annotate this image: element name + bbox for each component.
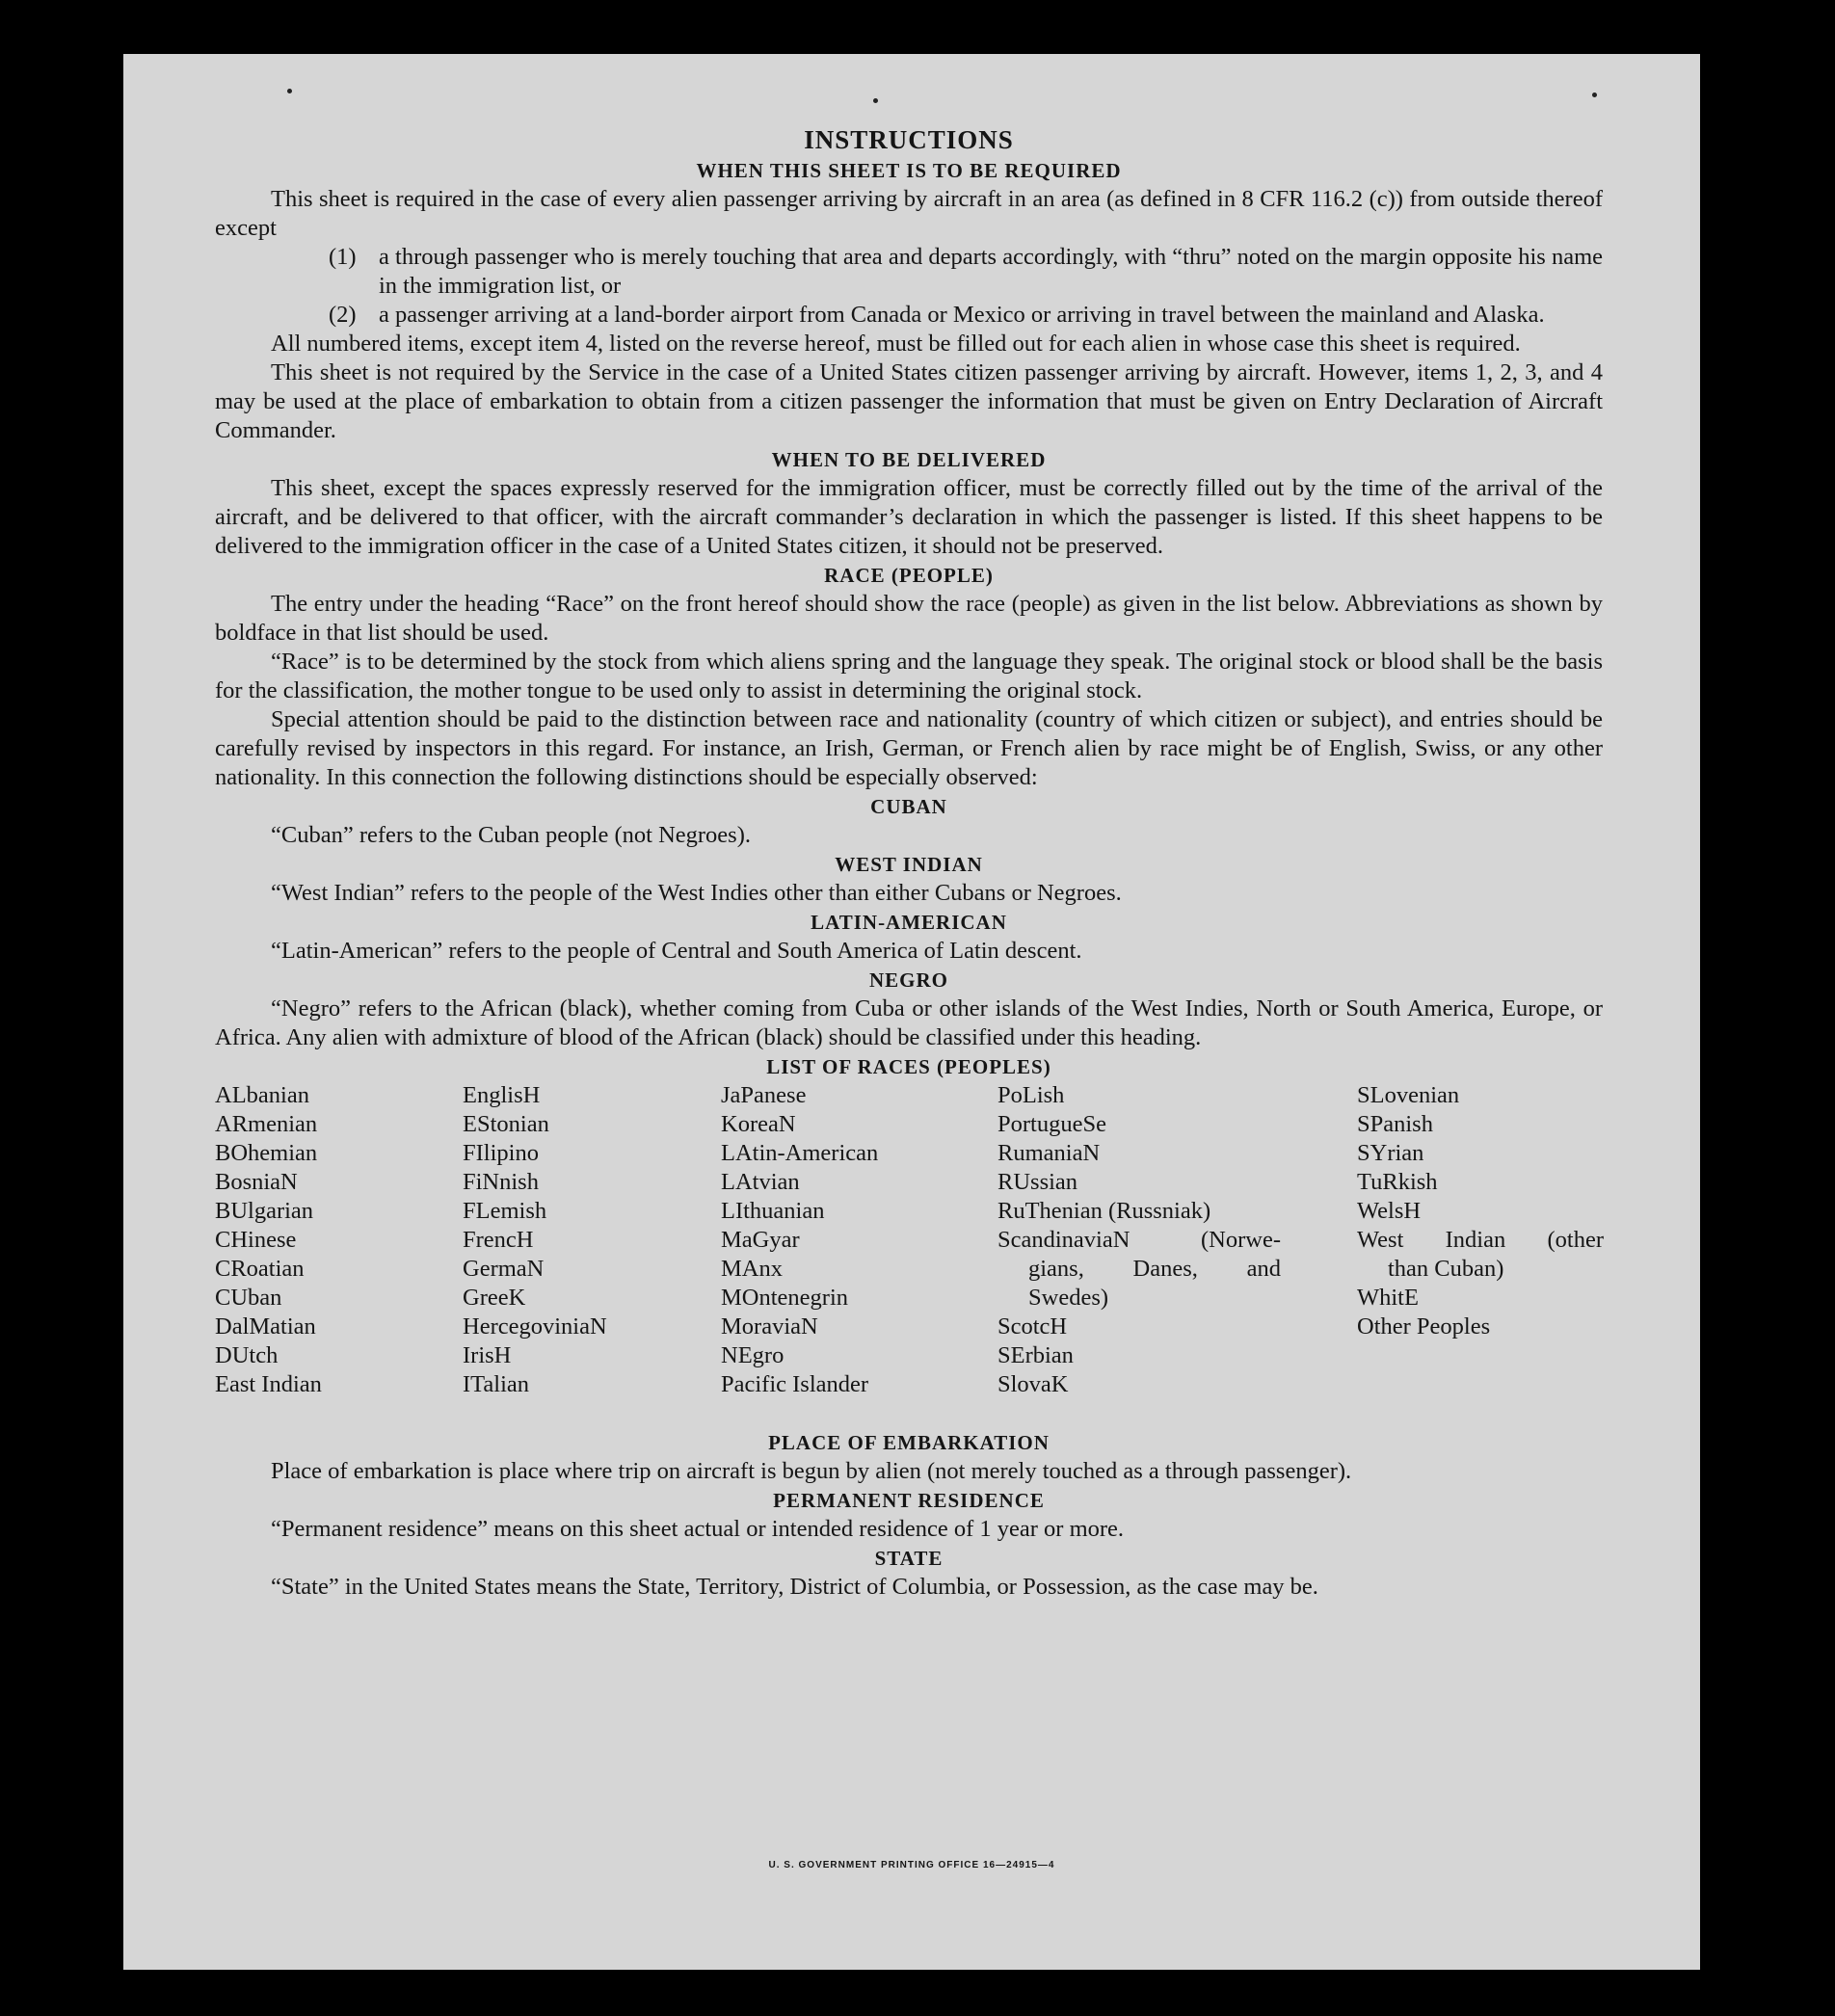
residence-text: “Permanent residence” means on this sheet actual or intended residence of 1 year or more. xyxy=(271,1516,1125,1542)
item-number: (1) xyxy=(329,244,357,270)
races-column-4 xyxy=(997,1081,1281,1399)
race-entry: DUtch xyxy=(215,1342,279,1368)
race-entry: MaGyar xyxy=(721,1227,800,1253)
instructions-content xyxy=(215,125,1603,1602)
state-text: “State” in the United States means the State, Territory, District of Columbia, or Possession, as the case may be. xyxy=(271,1574,1318,1600)
race-entry: ITalian xyxy=(463,1371,530,1397)
race-entry: IrisH xyxy=(463,1342,512,1368)
race-entry: LAtvian xyxy=(721,1169,800,1195)
race-entry: ScandinaviaN (Norwe- xyxy=(997,1227,1281,1253)
races-column-5 xyxy=(1357,1081,1604,1341)
item-text: a through passenger who is merely touching that area and departs accordingly, with “thru” noted on the margin opposite his name in the immigration list, or xyxy=(379,244,1603,299)
race-entry: NEgro xyxy=(721,1342,785,1368)
delivered-text: This sheet, except the spaces expressly reserved for the immigration officer, must be correctly filled out by the time of the arrival of the aircraft, and be delivered to that officer, with the aircraft commander’s declaration in which the passenger is listed. If this sheet happens to be delivered to the immigration officer in the case of a United States citizen, it should not be preserved. xyxy=(215,475,1603,559)
section-heading-state: STATE xyxy=(874,1547,944,1570)
section-heading-embarkation: PLACE OF EMBARKATION xyxy=(768,1431,1050,1454)
race-entry: MAnx xyxy=(721,1256,783,1282)
page-title: INSTRUCTIONS xyxy=(804,125,1014,154)
race-entry: BUlgarian xyxy=(215,1198,314,1224)
race-entry: than Cuban) xyxy=(1388,1256,1504,1282)
latin-american-text: “Latin-American” refers to the people of Central and South America of Latin descent. xyxy=(271,938,1082,964)
races-column-3 xyxy=(721,1081,971,1399)
race-entry: WelsH xyxy=(1357,1198,1422,1224)
race-entry: SPanish xyxy=(1357,1111,1433,1137)
race-entry: PoLish xyxy=(997,1082,1065,1108)
race-entry: SYrian xyxy=(1357,1140,1424,1166)
race-entry: CRoatian xyxy=(215,1256,305,1282)
race-entry: LAtin-American xyxy=(721,1140,879,1166)
race-entry: TuRkish xyxy=(1357,1169,1438,1195)
required-para-2: All numbered items, except item 4, listed on the reverse hereof, must be filled out for each alien in whose case this sheet is required. xyxy=(271,331,1521,357)
race-entry: gians, Danes, and xyxy=(1028,1256,1281,1282)
race-entry: RUssian xyxy=(997,1169,1078,1195)
race-entry: BOhemian xyxy=(215,1140,318,1166)
section-heading-race: RACE (PEOPLE) xyxy=(824,564,994,587)
printer-imprint: U. S. GOVERNMENT PRINTING OFFICE 16—24915—4 xyxy=(768,1860,1055,1870)
negro-text: “Negro” refers to the African (black), whether coming from Cuba or other islands of the West Indies, North or South America, Europe, or Africa. Any alien with admixture of blood of the African (black) should be classified under this heading. xyxy=(215,995,1603,1050)
race-entry: FrencH xyxy=(463,1227,534,1253)
race-entry: DalMatian xyxy=(215,1313,316,1340)
race-entry: Other Peoples xyxy=(1357,1313,1491,1340)
speck-mark xyxy=(287,89,292,93)
race-entry: MoraviaN xyxy=(721,1313,818,1340)
race-entry: EnglisH xyxy=(463,1082,541,1108)
section-heading-west-indian: WEST INDIAN xyxy=(835,853,983,876)
races-list xyxy=(215,1081,1603,1428)
races-column-2 xyxy=(463,1081,694,1399)
speck-mark xyxy=(1592,93,1597,97)
section-heading-cuban: CUBAN xyxy=(870,795,947,818)
race-entry: CUban xyxy=(215,1285,282,1311)
race-entry: East Indian xyxy=(215,1371,322,1397)
embarkation-text: Place of embarkation is place where trip on aircraft is begun by alien (not merely touched as a through passenger). xyxy=(271,1458,1352,1484)
race-entry: West Indian (other xyxy=(1357,1227,1604,1253)
race-entry: JaPanese xyxy=(721,1082,807,1108)
section-heading-latin-american: LATIN-AMERICAN xyxy=(811,911,1007,934)
speck-mark xyxy=(873,98,878,103)
item-text: a passenger arriving at a land-border airport from Canada or Mexico or arriving in travel between the mainland and Alaska. xyxy=(379,302,1545,328)
document-page xyxy=(123,54,1700,1970)
race-entry: PortugueSe xyxy=(997,1111,1106,1137)
race-entry: Swedes) xyxy=(1028,1285,1109,1311)
race-entry: CHinese xyxy=(215,1227,297,1253)
race-entry: ARmenian xyxy=(215,1111,318,1137)
required-para-3: This sheet is not required by the Service in the case of a United States citizen passenger arriving by aircraft. However, items 1, 2, 3, and 4 may be used at the place of embarkation to obtain from a citizen passenger the information that must be given on Entry Declaration of Aircraft Commander. xyxy=(215,359,1603,443)
exception-item-2 xyxy=(329,301,1603,330)
race-entry: WhitE xyxy=(1357,1285,1419,1311)
races-column-1 xyxy=(215,1081,446,1399)
race-para-3: Special attention should be paid to the distinction between race and nationality (country of which citizen or subject), and entries should be carefully revised by inspectors in this regard. For instance, an Irish, German, or French alien by race might be of English, Swiss, or any other nationality. In this connection the following distinctions should be especially observed: xyxy=(215,706,1603,790)
section-heading-races-list: LIST OF RACES (PEOPLES) xyxy=(766,1055,1051,1078)
exception-item-1 xyxy=(329,243,1603,301)
race-entry: MOntenegrin xyxy=(721,1285,848,1311)
race-entry: KoreaN xyxy=(721,1111,796,1137)
race-entry: Pacific Islander xyxy=(721,1371,869,1397)
race-entry: LIthuanian xyxy=(721,1198,825,1224)
race-entry: HercegoviniaN xyxy=(463,1313,607,1340)
race-entry: RuThenian (Russniak) xyxy=(997,1198,1211,1224)
race-para-1: The entry under the heading “Race” on the front hereof should show the race (people) as given in the list below. Abbreviations as shown by boldface in that list should be used. xyxy=(215,591,1603,646)
cuban-text: “Cuban” refers to the Cuban people (not Negroes). xyxy=(271,822,751,848)
section-heading-residence: PERMANENT RESIDENCE xyxy=(773,1489,1045,1512)
race-entry: ALbanian xyxy=(215,1082,309,1108)
section-heading-required: WHEN THIS SHEET IS TO BE REQUIRED xyxy=(696,159,1122,182)
race-entry: GermaN xyxy=(463,1256,545,1282)
section-heading-delivered: WHEN TO BE DELIVERED xyxy=(771,448,1047,471)
race-entry: ScotcH xyxy=(997,1313,1068,1340)
race-entry: EStonian xyxy=(463,1111,549,1137)
race-entry: BosniaN xyxy=(215,1169,298,1195)
race-entry: FIlipino xyxy=(463,1140,539,1166)
section-heading-negro: NEGRO xyxy=(868,968,948,992)
required-intro: This sheet is required in the case of every alien passenger arriving by aircraft in an area (as defined in 8 CFR 116.2 (c)) from outside thereof except xyxy=(215,186,1603,241)
race-entry: FiNnish xyxy=(463,1169,539,1195)
race-entry: GreeK xyxy=(463,1285,526,1311)
race-entry: SErbian xyxy=(997,1342,1074,1368)
race-para-2: “Race” is to be determined by the stock from which aliens spring and the language they speak. The original stock or blood shall be the basis for the classification, the mother tongue to be used only to assist in determining the original stock. xyxy=(215,649,1603,703)
race-entry: RumaniaN xyxy=(997,1140,1101,1166)
race-entry: FLemish xyxy=(463,1198,547,1224)
west-indian-text: “West Indian” refers to the people of the West Indies other than either Cubans or Negroes. xyxy=(271,880,1122,906)
item-number: (2) xyxy=(329,302,357,328)
race-entry: SlovaK xyxy=(997,1371,1069,1397)
race-entry: SLovenian xyxy=(1357,1082,1460,1108)
